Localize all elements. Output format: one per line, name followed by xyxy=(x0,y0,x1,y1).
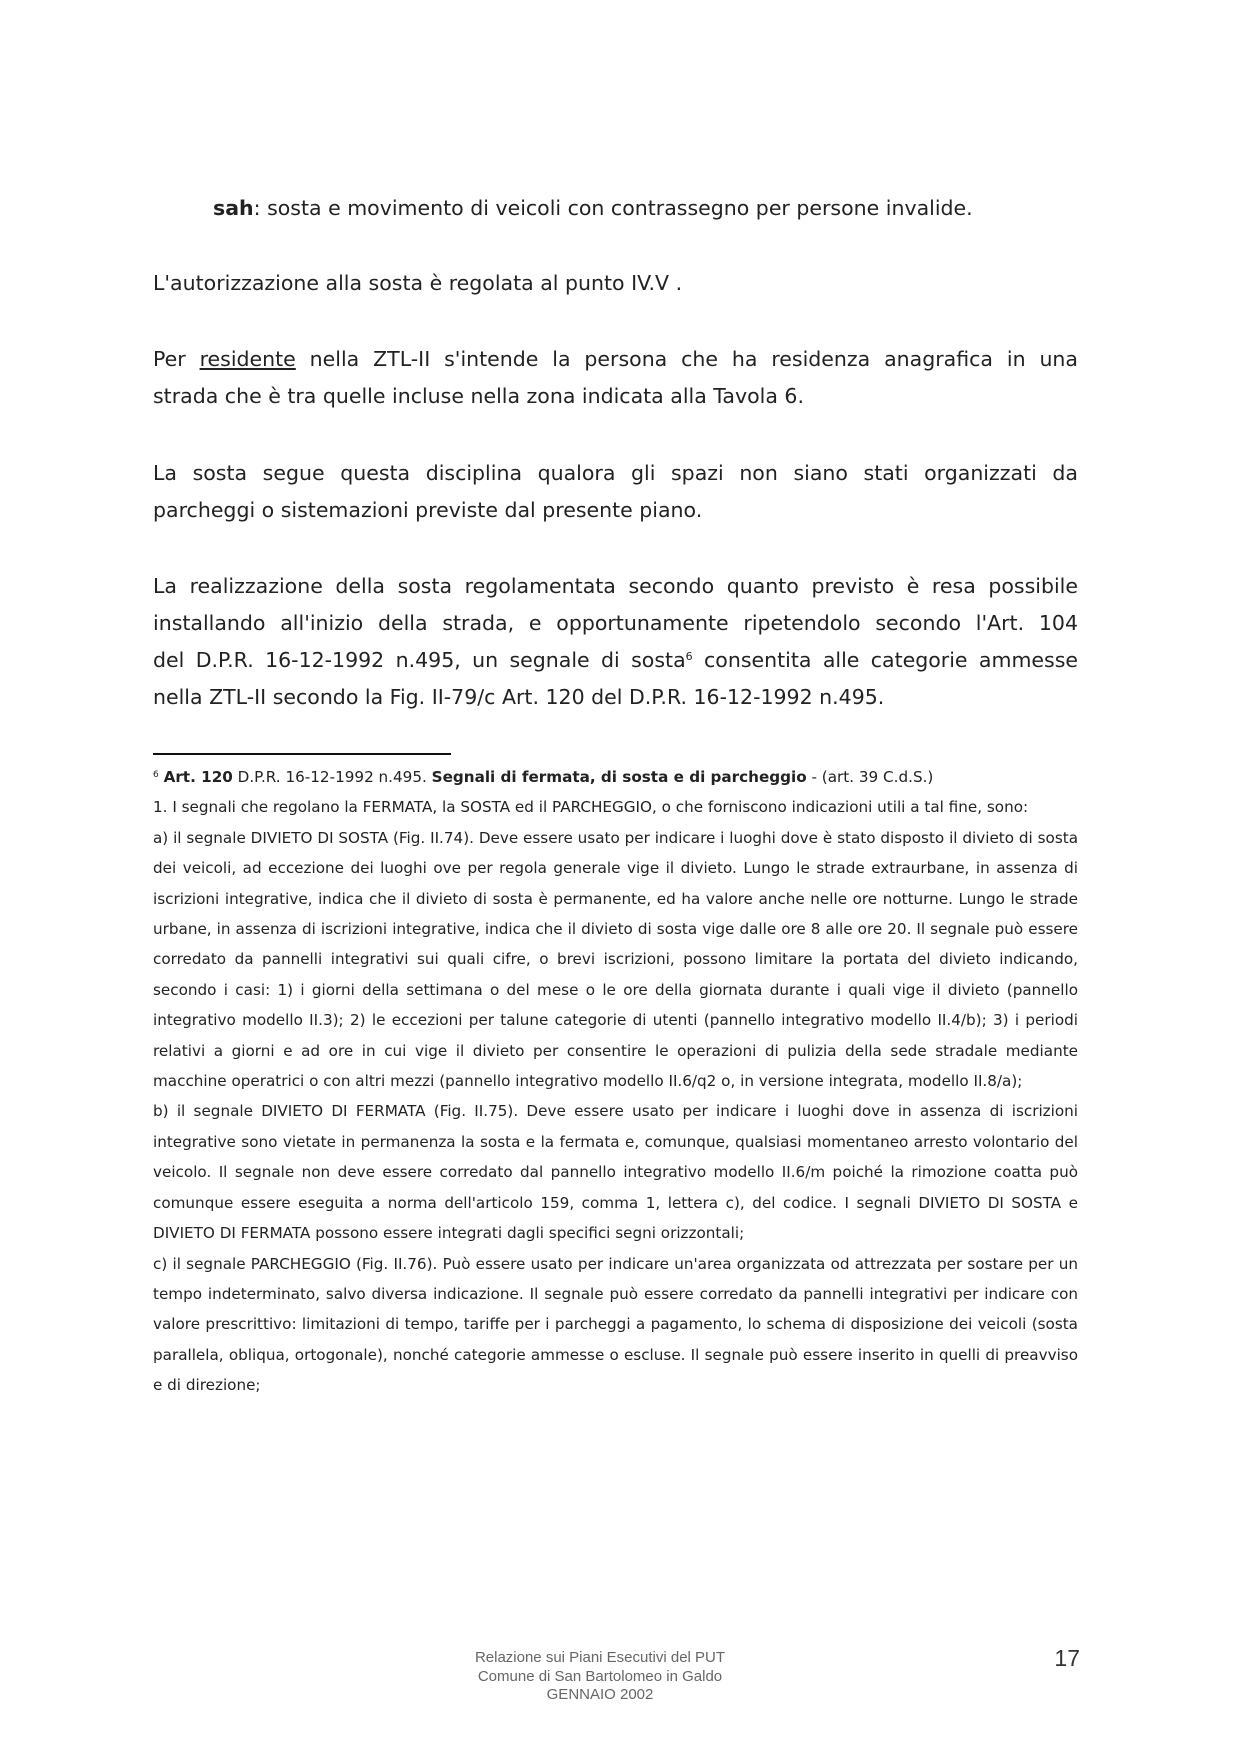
footnote-item-1: 1. I segnali che regolano la FERMATA, la SOSTA ed il PARCHEGGIO, o che forniscono indicazioni utili a tal fine, sono: xyxy=(153,798,1029,817)
text-resident-rest: nella ZTL-II s'intende la persona che ha residenza anagrafica in una xyxy=(295,347,1078,371)
paragraph-discipline-line-1: La sosta segue questa disciplina qualora gli spazi non siano stati organizzati da xyxy=(153,461,1078,485)
paragraph-authorization xyxy=(153,265,1078,302)
paragraph-authorization-text: L'autorizzazione alla sosta è regolata al punto IV.V . xyxy=(153,271,683,295)
footnote-item-a: a) il segnale DIVIETO DI SOSTA (Fig. II.74). Deve essere usato per indicare i luoghi dove è stato disposto il divieto di sosta dei veicoli, ad eccezione dei luoghi ove per regola generale vige il divieto. Lungo le strade extraurbane, in assenza di iscrizioni integrative, indica che il divieto di sosta è permanente, ed ha valore anche nelle ore notturne. Lungo le strade urbane, in assenza di iscrizioni integrative, indica che il divieto di sosta vige dalle ore 8 alle ore 20. Il segnale può essere corredato da pannelli integrativi sui quali cifre, o brevi iscrizioni, possono limitare la portata del divieto indicando, secondo i casi: 1) i giorni della settimana o del mese o le ore della giornata durante i quali vige il divieto (pannello integrativo modello II.3); 2) le eccezioni per talune categorie di utenti (pannello integrativo modello II.4/b); 3) i periodi relativi a giorni e ad ore in cui vige il divieto per consentire le operazioni di pulizia della sede stradale mediante macchine operatrici o con altri mezzi (pannello integrativo modello II.6/q2 o, in versione integrata, modello II.8/a); xyxy=(153,828,1078,1091)
footnote-marker: 6 xyxy=(153,770,159,780)
footnote-item-b: b) il segnale DIVIETO DI FERMATA (Fig. II.75). Deve essere usato per indicare i luoghi dove in assenza di iscrizioni integrative sono vietate in permanenza la sosta e la fermata e, comunque, qualsiasi momentaneo arresto volontario del veicolo. Il segnale non deve essere corredato dal pannello integrativo modello II.6/m poiché la rimozione coatta può comunque essere eseguita a norma dell'articolo 159, comma 1, lettera c), del codice. I segnali DIVIETO DI SOSTA e DIVIETO DI FERMATA possono essere integrati dagli specifici segni orizzontali; xyxy=(153,1102,1078,1243)
footnote-heading-tail: - (art. 39 C.d.S.) xyxy=(806,768,934,786)
text-line3-pre: del D.P.R. 16-12-1992 n.495, un segnale di sosta xyxy=(153,648,686,672)
footnote-ref: D.P.R. 16-12-1992 n.495. xyxy=(232,768,432,786)
footnote-separator xyxy=(153,753,451,755)
footnote-title: Segnali di fermata, di sosta e di parcheggio xyxy=(431,768,807,786)
term-sah: sah xyxy=(213,196,254,220)
paragraph-realization-line-3 xyxy=(153,642,1078,679)
term-sah-definition: : sosta e movimento di veicoli con contrassegno per persone invalide. xyxy=(253,196,973,220)
paragraph-realization xyxy=(153,568,1078,716)
paragraph-realization-line-4: nella ZTL-II secondo la Fig. II-79/c Art. 120 del D.P.R. 16-12-1992 n.495. xyxy=(153,685,885,709)
paragraph-sah xyxy=(213,190,1083,227)
page-number: 17 xyxy=(1054,1645,1080,1671)
paragraph-realization-line-1: La realizzazione della sosta regolamentata secondo quanto previsto è resa possibile xyxy=(153,574,1078,598)
paragraph-discipline-line-2: parcheggi o sistemazioni previste dal presente piano. xyxy=(153,498,703,522)
text-line3-post: consentita alle categorie ammesse xyxy=(692,648,1079,672)
text-per: Per xyxy=(153,347,200,371)
footnote xyxy=(153,762,1078,1401)
paragraph-discipline xyxy=(153,455,1078,529)
page-footer xyxy=(400,1649,800,1705)
paragraph-resident-line-2: strada che è tra quelle incluse nella zona indicata alla Tavola 6. xyxy=(153,384,804,408)
footnote-heading xyxy=(153,762,1078,792)
footnote-item-c: c) il segnale PARCHEGGIO (Fig. II.76). Può essere usato per indicare un'area organizzata od attrezzata per sostare per un tempo indeterminato, salvo diversa indicazione. Il segnale può essere corredato da pannelli integrativi per indicare con valore prescrittivo: limitazioni di tempo, tariffe per i parcheggi a pagamento, lo schema di disposizione dei veicoli (sosta parallela, obliqua, ortogonale), nonché categorie ammesse o escluse. Il segnale può essere inserito in quelli di preavviso e di direzione; xyxy=(153,1254,1078,1395)
footer-line-date: GENNAIO 2002 xyxy=(546,1686,654,1703)
paragraph-resident xyxy=(153,341,1078,415)
footnote-article: Art. 120 xyxy=(163,768,233,786)
paragraph-resident-line-1 xyxy=(153,341,1078,378)
footer-line-report: Relazione sui Piani Esecutivi del PUT xyxy=(474,1649,726,1666)
footer-line-municipality: Comune di San Bartolomeo in Galdo xyxy=(477,1667,723,1685)
paragraph-realization-line-2: installando all'inizio della strada, e opportunamente ripetendolo secondo l'Art. 104 xyxy=(153,611,1078,635)
footnote-reference[interactable]: 6 xyxy=(685,650,693,663)
term-resident: residente xyxy=(199,347,296,371)
